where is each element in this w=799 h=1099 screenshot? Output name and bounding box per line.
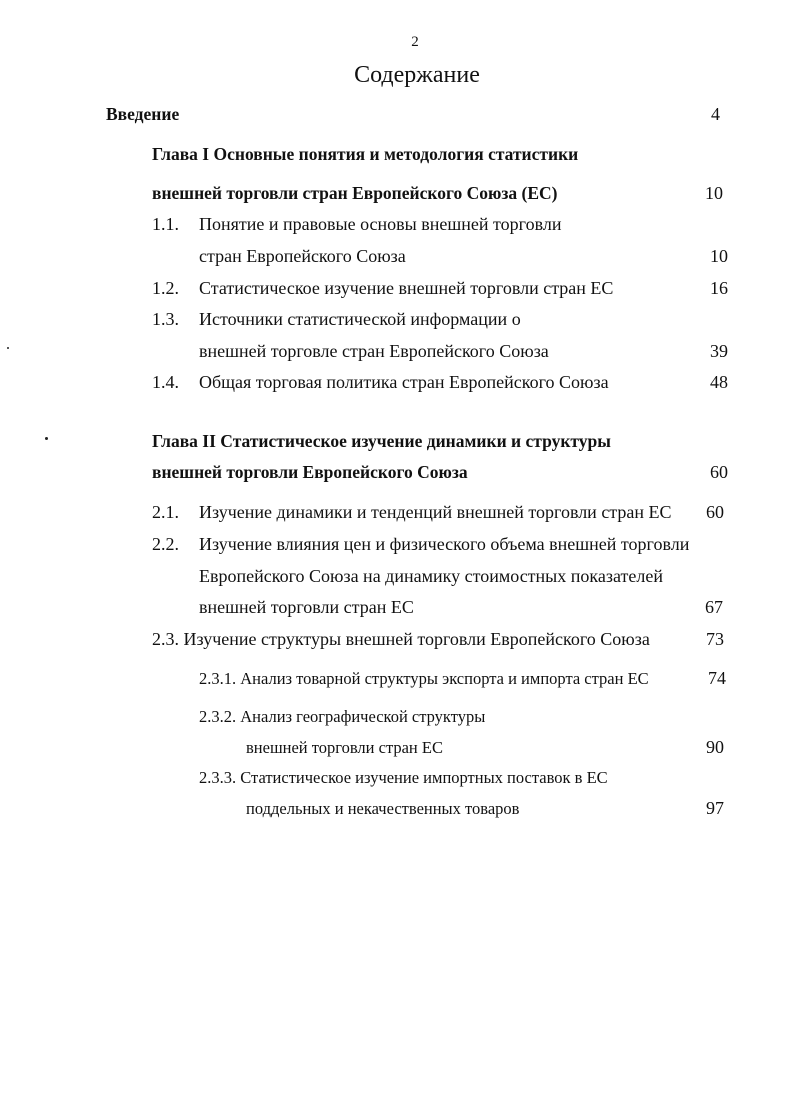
- subsection-page: 74: [708, 668, 726, 688]
- section-title-line1: Понятие и правовые основы внешней торговли: [199, 214, 562, 234]
- section-page: 73: [706, 629, 724, 649]
- section-number: 2.1.: [152, 502, 179, 522]
- section-title-line1: Изучение динамики и тенденций внешней торговли стран ЕС: [199, 502, 672, 522]
- section-page: 67: [705, 597, 723, 617]
- subsection-title-line1: 2.3.2. Анализ географической структуры: [199, 707, 486, 726]
- chapter-1-title-line1: Глава I Основные понятия и методология статистики: [152, 144, 579, 164]
- subsection-title-line1: 2.3.3. Статистическое изучение импортных поставок в ЕС: [199, 768, 608, 787]
- scan-speck: [7, 347, 9, 349]
- section-title-line1: Источники статистической информации о: [199, 309, 521, 329]
- section-page: 10: [710, 246, 728, 266]
- section-number: 1.3.: [152, 309, 179, 329]
- subsection-title-line2: внешней торговли стран ЕС: [246, 738, 443, 757]
- section-title-line2: внешней торговле стран Европейского Союза: [199, 341, 549, 361]
- section-number: 1.2.: [152, 278, 179, 298]
- section-title-line2: стран Европейского Союза: [199, 246, 406, 266]
- toc-intro-label: Введение: [106, 104, 180, 124]
- section-number: 1.4.: [152, 372, 179, 392]
- subsection-page: 90: [706, 737, 724, 757]
- section-page: 16: [710, 278, 728, 298]
- chapter-2-page: 60: [710, 462, 728, 482]
- subsection-page: 97: [706, 798, 724, 818]
- chapter-2-title-line1: Глава II Статистическое изучение динамики и структуры: [152, 431, 611, 451]
- chapter-2-title-line2: внешней торговли Европейского Союза: [152, 462, 468, 482]
- subsection-title-line1: 2.3.1. Анализ товарной структуры экспорта и импорта стран ЕС: [199, 669, 649, 688]
- section-title-line2: Европейского Союза на динамику стоимостных показателей: [199, 566, 663, 586]
- page-title: Содержание: [354, 62, 480, 88]
- chapter-1-page: 10: [705, 183, 723, 203]
- scan-speck: [45, 437, 48, 440]
- section-page: 39: [710, 341, 728, 361]
- section-number: 1.1.: [152, 214, 179, 234]
- chapter-1-title-line2: внешней торговли стран Европейского Союза (ЕС): [152, 183, 558, 203]
- section-title-line1: 2.3. Изучение структуры внешней торговли Европейского Союза: [152, 629, 650, 649]
- section-title-line1: Статистическое изучение внешней торговли стран ЕС: [199, 278, 614, 298]
- page-number: 2: [411, 34, 419, 50]
- subsection-title-line2: поддельных и некачественных товаров: [246, 799, 520, 818]
- section-page: 48: [710, 372, 728, 392]
- section-page: 60: [706, 502, 724, 522]
- toc-intro-page: 4: [711, 104, 720, 124]
- section-title-line3: внешней торговли стран ЕС: [199, 597, 414, 617]
- section-number: 2.2.: [152, 534, 179, 554]
- section-title-line1: Общая торговая политика стран Европейского Союза: [199, 372, 609, 392]
- section-title-line1: Изучение влияния цен и физического объема внешней торговли: [199, 534, 690, 554]
